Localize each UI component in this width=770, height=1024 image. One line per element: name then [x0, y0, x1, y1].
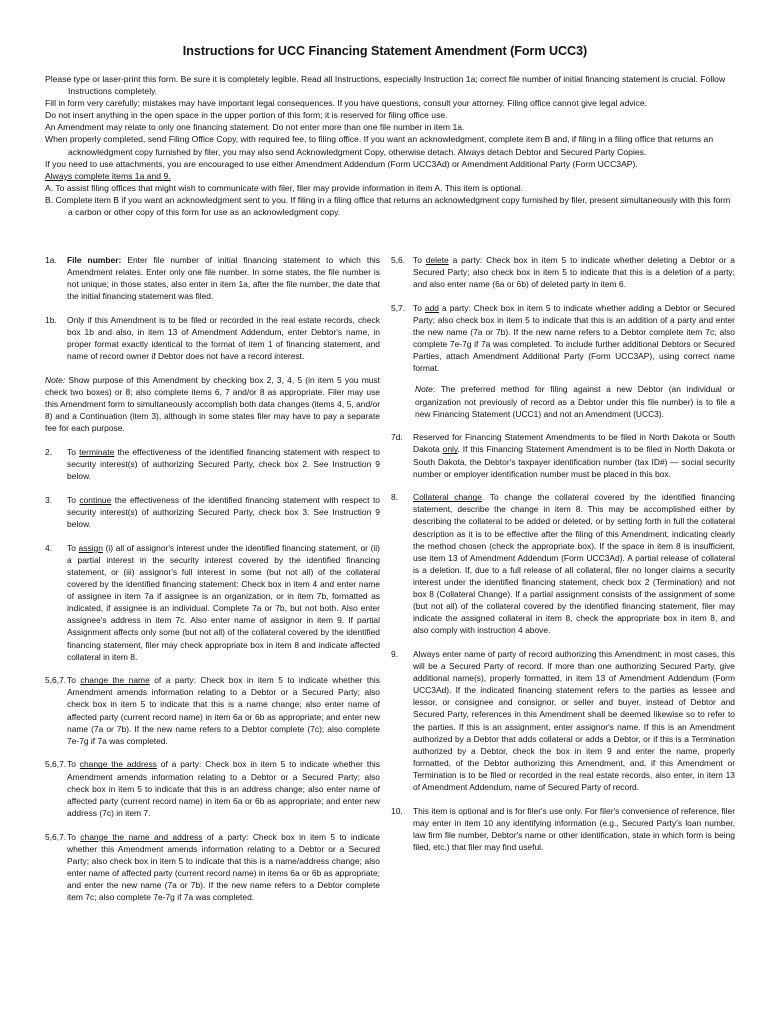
item-body: a party: Check box in item 5 to indicate whether adding a Debtor or Secured Party; also check box in item 5 to indicate that this is an addition of a party and enter the new name (7a or 7b). If the new name refers to a Debtor complete item 7c; also complete 7e-7g if 7a was completed. To include further additional Debtors or Secured Parties, attach Amendment Additional Party (Form UCC3AP), using correct name format. — [413, 302, 735, 374]
item-prefix: To — [67, 542, 79, 553]
item-number: 4. — [45, 542, 53, 553]
intro-para — [45, 170, 733, 182]
general-instructions — [45, 73, 733, 218]
item-text — [391, 491, 735, 636]
item-number: 5,6,7. — [45, 759, 67, 770]
item-text — [45, 542, 380, 663]
item-number: 10. — [391, 805, 403, 816]
intro-para: A. To assist filing offices that might wish to communicate with filer, filer may provide information in item A. This item is optional. — [45, 182, 524, 193]
item-body: (i) all of assignor's interest under the identified financing statement, or (ii) a partial interest in the security interest covered by the identified financing statement, or (iii) assignor's full interest in some (but not all) of the collateral covered by the identified financing statement: Check box in item 4 and enter name of assignee in item 7a if assignee is an organization, or in item 7b, formatted as indicated, if assignee is an individual. Complete 7a or 7b, but not both. Also enter assignee's address in item 7c. Also enter name of assignor in item 9. If partial Assignment affects only some (but not all) of the collateral covered by the identified financing statement, filer may check appropriate box in item 8 and indicate affected collateral in item 8. — [67, 542, 380, 662]
item-prefix: To — [67, 675, 81, 686]
item-number: 1a. — [45, 255, 57, 265]
instruction-57-add — [391, 302, 735, 375]
intro-para: Please type or laser-print this form. Be sure it is completely legible. Read all Instructions, especially Instruction 1a; correct file number of initial financing statement is crucial. Follow Instructions completely. — [45, 74, 726, 97]
left-column — [45, 254, 380, 915]
instruction-2 — [45, 446, 380, 482]
item-text — [45, 374, 380, 434]
item-body: a party: Check box in item 5 to indicate whether deleting a Debtor or a Secured Party; also check box in item 5 to indicate that this is a deletion of a party; and also enter name (6a or 6b) of deleted party in item 6. — [413, 255, 735, 290]
item-text — [45, 831, 380, 904]
item-keyword: Collateral change — [413, 492, 482, 503]
instruction-3 — [45, 494, 380, 530]
instruction-1a — [45, 254, 380, 302]
instruction-1b — [45, 314, 380, 362]
item-number: 3. — [45, 494, 53, 505]
item-number: 9. — [391, 649, 399, 659]
intro-para: If you need to use attachments, you are encouraged to use either Amendment Addendum (Form UCC3Ad) or Amendment Additional Party (Form UCC3AP). — [45, 158, 638, 169]
item-prefix: To — [413, 255, 426, 265]
item-body: Reserved for Financing Statement Amendments to be filed in North Dakota or South Dakota — [413, 432, 735, 455]
item-text — [45, 446, 380, 482]
item-body: Enter file number of initial financing statement to which this Amendment relates. Enter only one file number. In some states, the file number is not unique; in those states, also enter in item 1a, after the file number, the date that the initial financing statement was filed. — [67, 255, 380, 302]
item-prefix: To — [67, 759, 80, 770]
item-number: 8. — [391, 492, 399, 503]
item-prefix: To — [67, 494, 80, 505]
item-keyword: change the name — [80, 675, 150, 686]
item-text — [391, 431, 735, 479]
item-keyword: add — [424, 302, 439, 313]
intro-para: B. Complete item B if you want an acknowledgment sent to you. If filing in a filing office that returns an acknowledgment copy furnished by filer, present simultaneously with this form a carbon or other copy of this form for use as an acknowledgment copy. — [45, 194, 731, 218]
item-body: Only if this Amendment is to be filed or recorded in the real estate records, check box 1b and also, in item 13 of Amendment Addendum, enter Debtor's name, in proper format exactly identical to the format of item 1 of financing statement, and name of record owner if Debtor does not have a record interest. — [67, 314, 380, 362]
item-label: File number: — [67, 255, 122, 265]
item-text — [45, 254, 380, 302]
intro-para: An Amendment may relate to only one financing statement. Do not enter more than one file number in item 1a. — [45, 122, 465, 133]
item-keyword: assign — [78, 542, 103, 553]
item-prefix: To — [413, 302, 425, 313]
instruction-4 — [45, 542, 380, 663]
item-instructions — [45, 254, 735, 1018]
instruction-10 — [391, 805, 735, 853]
item-body: Always enter name of party of record authorizing this Amendment; in most cases, this will be a Secured Party of record. If more than one authorizing Secured Party, give additional name(s), properly formatted, in item 13 of Amendment Addendum (Form UCC3Ad). If the indicated financing statement refers to the parties as lessee and lessor, or consignee and consignor, or seller and buyer, instead of Debtor and Secured Party, references in this Amendment shall be deemed likewise so to refer to the parties. If this is an assignment, enter assignor's name. If this is an Amendment authorized by a Debtor that adds collateral or adds a Debtor, or if this is a Termination authorized by a Debtor, check the box in item 9 and enter the name, properly formatted, of the Debtor authorizing this Amendment, and, if this Amendment or Termination is to be filed or recorded in the real estate records, also enter, in item 13 of Amendment Addendum, name of Secured Party of record. — [413, 649, 735, 793]
item-body: the effectiveness of the identified financing statement with respect to security interest(s) of authorizing Secured Party, check box 3. See Instruction 9 below. — [67, 494, 380, 530]
item-body: This item is optional and is for filer's use only. For filer's convenience of reference, filer may enter in item 10 any identifying information (e.g., Secured Party's loan number, law firm file number, Debtor's name or other identification, state in which form is being filed, etc.) that filer may find useful. — [413, 805, 735, 852]
item-text — [45, 674, 380, 747]
page-title: Instructions for UCC Financing Statement Amendment (Form UCC3) — [182, 44, 588, 58]
item-prefix: To — [67, 447, 80, 457]
item-text — [391, 254, 735, 290]
item-body: of a party: Check box in item 5 to indicate whether this Amendment amends information relating to a Debtor or a Secured Party; also check box in item 5 to indicate that this is a name/address change; also enter name of affected party (current record name) in items 6a or 6b as appropriate; and enter the new name (7a or 7b). If the new name refers to a Debtor complete item 7c; also complete 7e-7g if 7a was completed. — [67, 831, 380, 902]
instruction-567-address — [45, 758, 380, 818]
item-text — [45, 758, 380, 818]
item-body: : The preferred method for filing against a new Debtor (an individual or organization not previously of record as a Debtor under this file number) is to file a new Financing Statement (UCC1) and not an Amendment (UCC3). — [415, 384, 735, 419]
item-text — [391, 383, 735, 419]
item-number: 7d. — [391, 432, 403, 443]
item-text — [45, 494, 380, 530]
item-body: . To change the collateral covered by the identified financing statement, describe the change in item 8. This may be accomplished either by describing the collateral to be added or deleted, or by setting forth in full the collateral description as it is to be effective after the filing of this Amendment, indicating clearly the method chosen (check the appropriate box). If the space in item 8 is insufficient, use item 13 of Amendment Addendum (Form UCC3Ad). A partial release of collateral is a deletion. If, due to a full release of all collateral, filer no longer claims a security interest under the identified financing statement, check box 2 (Termination) and not box 8 (Collateral Change). If a partial assignment consists of the assignment of some (but not all) of the collateral covered by the identified financing statement, filer may indicate the assigned collateral in item 8, check the appropriate box in item 8, and also comply with instruction 4 above. — [413, 492, 735, 636]
item-prefix: To — [67, 831, 81, 842]
item-body: . If this Financing Statement Amendment is to be filed in North Dakota or South Dakota, the Debtor's taxpayer identification number (tax ID#) — social security number or employer identification number must be placed in this box. — [413, 444, 736, 479]
new-debtor-note — [391, 383, 735, 419]
intro-para: Fill in form very carefully; mistakes may have important legal consequences. If you have questions, consult your attorney. Filing office cannot give legal advice. — [45, 98, 648, 109]
note-label: Note — [415, 384, 433, 395]
item-keyword: change the address — [79, 759, 157, 770]
instruction-56-delete — [391, 254, 735, 290]
instruction-567-name — [45, 674, 380, 747]
item-number: 2. — [45, 447, 53, 457]
instruction-9 — [391, 648, 735, 793]
item-body: of a party: Check box in item 5 to indicate whether this Amendment amends information relating to a Debtor or a Secured Party; also check box in item 5 to indicate that this is an address change; also enter name of affected party (current record name) in item 6a or 6b as appropriate; and enter new address (7c) in item 7. — [67, 759, 380, 818]
item-number: 5,6,7. — [45, 675, 67, 686]
item-number: 5,7. — [391, 302, 406, 313]
note-label: Note: — [45, 374, 66, 385]
item-body: the effectiveness of the identified financing statement with respect to security interest(s) of authorizing Secured Party, check box 2. See Instruction 9 below. — [67, 447, 380, 482]
item-keyword: continue — [79, 494, 112, 505]
item-keyword: delete — [425, 255, 449, 265]
item-number: 1b. — [45, 314, 57, 325]
item-keyword: only — [442, 444, 458, 455]
item-body: of a party: Check box in item 5 to indicate whether this Amendment amends information relating to a Debtor or a Secured Party; also check box in item 5 to indicate that this is a name change; also enter name of affected party (current record name) in item 6a or 6b as appropriate; and enter new name (7a or 7b). If the new name refers to a Debtor complete (7c); also complete 7e-7g if 7a was completed. — [67, 675, 380, 746]
item-body: Show purpose of this Amendment by checking box 2, 3, 4, 5 (in item 5 you must check two boxes) or 8; also complete items 6, 7 and/or 8 as appropriate. Filer may use this Amendment form to simultaneously accomplish both data changes (items 4, 5, and/or 8) and a Continuation (item 3), although in some states filer may have to pay a separate fee for each purpose. — [45, 374, 380, 434]
instruction-7d — [391, 431, 735, 479]
right-column — [391, 254, 735, 865]
intro-para: When properly completed, send Filing Office Copy, with required fee, to filing office. If you want an acknowledgment, complete item B and, if filing in a filing office that returns an acknowledgment copy furnished by filer, you may also send Acknowledgment Copy, otherwise detach. Always detach Debtor and Secured Party Copies. — [45, 134, 714, 157]
item-keyword: terminate — [79, 447, 115, 457]
item-text — [391, 302, 735, 375]
purpose-note — [45, 374, 380, 434]
intro-para: Do not insert anything in the open space in the upper portion of this form; it is reserved for filing office use. — [45, 110, 448, 121]
instruction-8 — [391, 491, 735, 636]
always-complete-note: Always complete items 1a and 9. — [45, 170, 171, 181]
item-keyword: change the name and address — [80, 831, 203, 842]
instruction-567-name-address — [45, 831, 380, 904]
item-number: 5,6,7. — [45, 831, 67, 842]
item-number: 5,6. — [391, 255, 406, 265]
